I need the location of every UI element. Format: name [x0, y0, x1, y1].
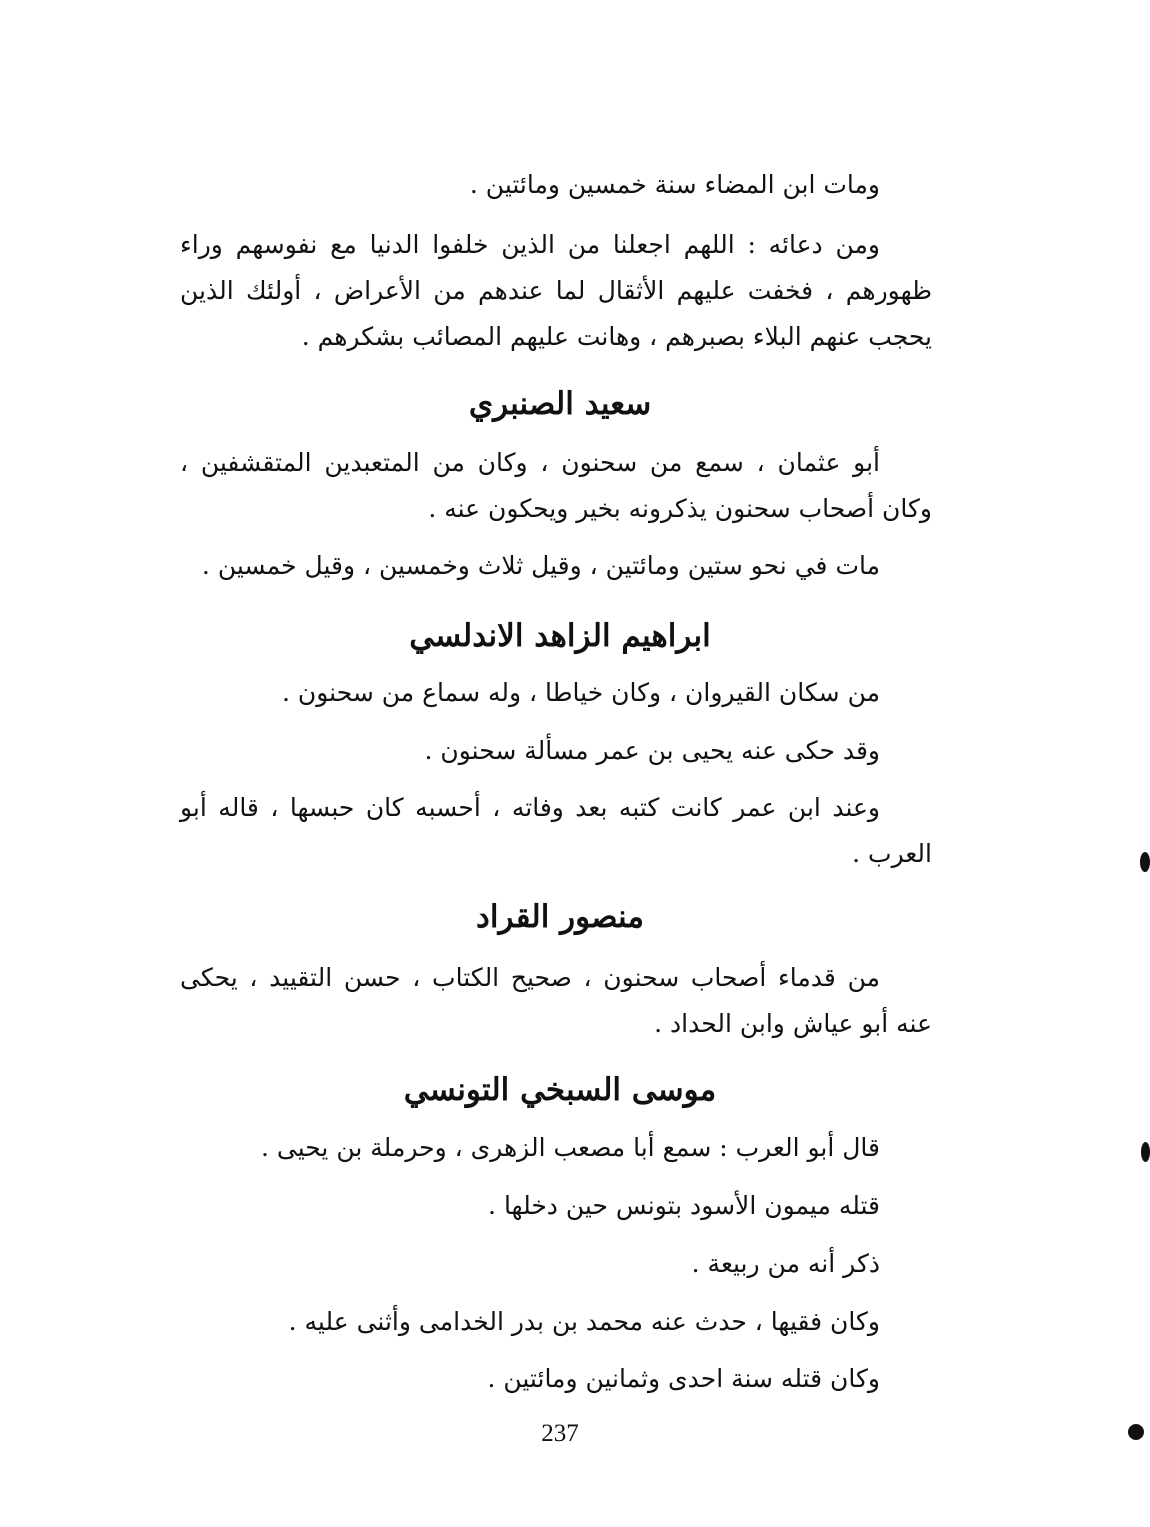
section-heading: ابراهيم الزاهد الاندلسي — [409, 618, 711, 654]
paragraph: ومن دعائه : اللهم اجعلنا من الذين خلفوا الدنيا مع نفوسهم وراء ظهورهم ، فخفت عليهم الأثقال لما عندهم من الأعراض ، أولئك الذين يحجب عنهم البلاء بصبرهم ، وهانت عليهم المصائب بشكرهم . — [180, 230, 932, 351]
section-heading: منصور القراد — [476, 899, 644, 935]
scan-mark — [1140, 852, 1150, 872]
paragraph: مات في نحو ستين ومائتين ، وقيل ثلاث وخمسين ، وقيل خمسين . — [201, 551, 880, 580]
scan-mark — [1141, 1142, 1150, 1162]
paragraph: وكان قتله سنة احدى وثمانين ومائتين . — [487, 1364, 880, 1393]
paragraph: وكان فقيها ، حدث عنه محمد بن بدر الخدامى وأثنى عليه . — [288, 1307, 880, 1336]
paragraph: ذكر أنه من ربيعة . — [691, 1249, 880, 1278]
paragraph: من قدماء أصحاب سحنون ، صحيح الكتاب ، حسن التقييد ، يحكى عنه أبو عياش وابن الحداد . — [180, 963, 932, 1038]
paragraph: من سكان القيروان ، وكان خياطا ، وله سماع من سحنون . — [281, 678, 880, 707]
section-heading: موسى السبخي التونسي — [403, 1072, 717, 1108]
paragraph: قتله ميمون الأسود بتونس حين دخلها . — [488, 1191, 880, 1220]
paragraph: ومات ابن المضاء سنة خمسين ومائتين . — [469, 170, 880, 199]
paragraph: أبو عثمان ، سمع من سحنون ، وكان من المتعبدين المتقشفين ، وكان أصحاب سحنون يذكرونه بخير ويحكون عنه . — [180, 448, 932, 523]
page-number: 237 — [541, 1420, 579, 1447]
paragraph: وقد حكى عنه يحيى بن عمر مسألة سحنون . — [424, 736, 880, 765]
paragraph: وعند ابن عمر كانت كتبه بعد وفاته ، أحسبه كان حبسها ، قاله أبو العرب . — [180, 793, 932, 868]
paragraph: قال أبو العرب : سمع أبا مصعب الزهرى ، وحرملة بن يحيى . — [261, 1133, 880, 1162]
section-heading: سعيد الصنبري — [468, 386, 652, 422]
scan-mark — [1128, 1424, 1144, 1440]
